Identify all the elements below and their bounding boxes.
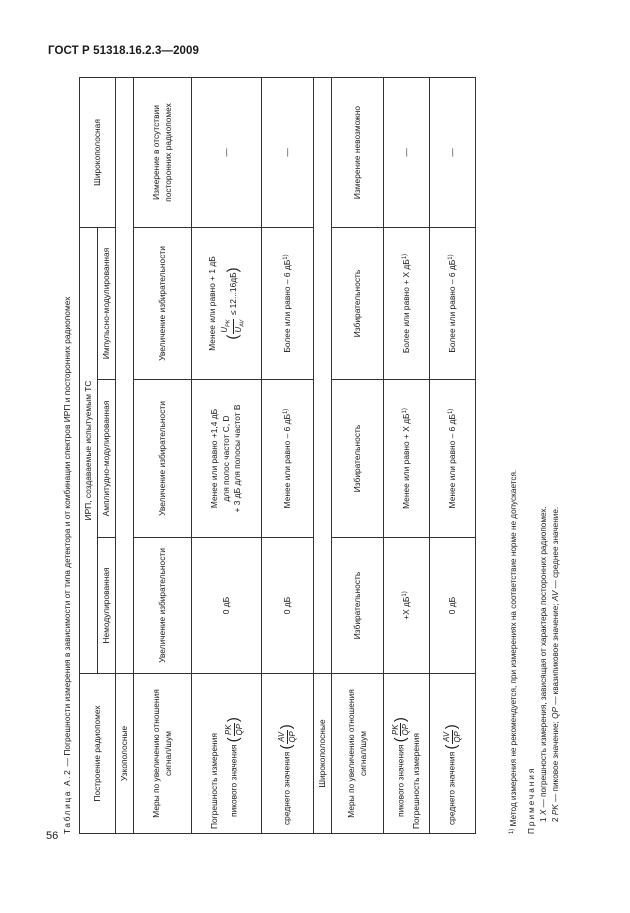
- section-narrowband: [116, 77, 134, 833]
- section-title: Широкополосные: [314, 674, 332, 834]
- table-caption-text: — Погрешности измерения в зависимости от типа детектора и от комбинации спектров ИРП и посторонних радиопомех: [62, 296, 72, 767]
- table-row: [134, 77, 192, 833]
- page-number: 56: [46, 830, 59, 842]
- ratio-expression: ( $U_{PK}$ $U_{AV}$ ≤ 12...16дБ): [219, 267, 246, 340]
- rotated-table-area: [62, 78, 560, 834]
- peak-label: пикового значения ( PK QP ): [223, 717, 244, 817]
- cell: Избирательность: [332, 227, 384, 379]
- cell: 0 дБ: [192, 538, 262, 674]
- head-unmodulated: Немодулированная: [98, 538, 116, 674]
- cell: Измерение в отсутствии посторонних радиопомех: [134, 77, 192, 227]
- table-caption: [62, 78, 78, 834]
- table-caption-label: Таблица А.2: [62, 768, 72, 834]
- note-2: 2 PK — пиковое значение; QP — квазипиковое значение; AV — среднее значение.: [550, 506, 560, 822]
- row-label: [192, 674, 262, 834]
- row-label: Меры по увеличению отношения сигнал/шум: [134, 674, 192, 834]
- table-notes: [508, 78, 562, 834]
- avg-label: среднего значения ( AV QP ): [277, 724, 297, 825]
- section-broadband: [314, 77, 332, 833]
- error-label: Погрешность измерения: [208, 733, 219, 829]
- peak-label-text: пикового значения: [395, 744, 406, 817]
- cell: Измерение невозможно: [332, 77, 384, 227]
- avg-label-text: среднего значения: [446, 751, 457, 825]
- cell: —: [262, 77, 314, 227]
- peak-label-text: пикового значения: [228, 744, 239, 817]
- cell: 0 дБ: [430, 538, 476, 674]
- document-header: ГОСТ Р 51318.16.2.3—2009: [48, 45, 200, 57]
- cell-line: Менее или равно +1,4 дБ: [209, 408, 220, 509]
- head-broadband: Широкополосная: [80, 77, 116, 227]
- cell-line: + 3 дБ для полосы частот В: [232, 404, 243, 513]
- cell: Менее или равно – 6 $дБ^{1)}$: [430, 380, 476, 538]
- cell: Увеличение избирательности: [134, 538, 192, 674]
- footnote: $^{1)}$ Метод измерения не рекомендуется, при измерениях на соответствие норме не допускается.: [509, 469, 518, 834]
- avg-label: среднего значения ( AV QP ): [442, 724, 462, 825]
- row-label: [262, 674, 314, 834]
- avg-label-text: среднего значения: [281, 751, 292, 825]
- ratio-range: ≤ 12...16дБ: [227, 272, 238, 316]
- table-row: [332, 77, 384, 833]
- head-group: ИРП, создаваемые испытуемым ТС: [80, 227, 98, 673]
- table-row: [192, 77, 262, 833]
- cell: Более или равно – 6 $дБ^{1)}$: [262, 227, 314, 379]
- cell: +X $дБ^{1)}$: [384, 538, 430, 674]
- table-head-row-1: [80, 77, 98, 833]
- av-qp-fraction: AV QP: [277, 731, 297, 743]
- cell: Избирательность: [332, 538, 384, 674]
- av-qp-fraction: AV QP: [442, 731, 462, 743]
- row-label: Меры по увеличению отношения сигнал/шум: [332, 674, 384, 834]
- table-row: [384, 77, 430, 833]
- section-filler: [116, 77, 134, 673]
- cell: 0 дБ: [262, 538, 314, 674]
- head-pulse: Импульсно-модулированная: [98, 227, 116, 379]
- section-filler: [314, 77, 332, 673]
- cell: Избирательность: [332, 380, 384, 538]
- error-label: Погрешность измерения: [410, 733, 421, 829]
- head-am: Амплитудно-модулированная: [98, 380, 116, 538]
- cell: Более или равно – 6 $дБ^{1)}$: [430, 227, 476, 379]
- cell: [192, 227, 262, 379]
- pk-qp-fraction: PK QP: [390, 724, 411, 736]
- cell: [192, 380, 262, 538]
- cell-line: Менее или равно + 1 дБ: [207, 256, 218, 351]
- notes-title: Примечания: [526, 766, 536, 834]
- cell: —: [430, 77, 476, 227]
- cell: Менее или равно + X $дБ^{1)}$: [384, 380, 430, 538]
- cell: —: [192, 77, 262, 227]
- upk-uav-fraction: $U_{PK}$ $U_{AV}$: [219, 319, 246, 333]
- error-table: [79, 77, 476, 834]
- cell: Более или равно + X $дБ^{1)}$: [384, 227, 430, 379]
- row-label: [384, 674, 430, 834]
- table-row: [262, 77, 314, 833]
- cell: Увеличение избирательности: [134, 227, 192, 379]
- pk-qp-fraction: PK QP: [223, 724, 244, 736]
- cell: Увеличение избирательности: [134, 380, 192, 538]
- note-1: 1 X — погрешность измерения, зависящая от характера посторонних радиопомех.: [538, 506, 548, 822]
- cell: —: [384, 77, 430, 227]
- row-label: [430, 674, 476, 834]
- section-title: Узкополосные: [116, 674, 134, 834]
- peak-label: пикового значения ( PK QP ): [390, 717, 411, 817]
- head-interference-build: Построение радиопомех: [80, 674, 116, 834]
- cell-line: для полос частот C, D: [220, 415, 231, 502]
- table-row: [430, 77, 476, 833]
- cell: Менее или равно – 6 $дБ^{1)}$: [262, 380, 314, 538]
